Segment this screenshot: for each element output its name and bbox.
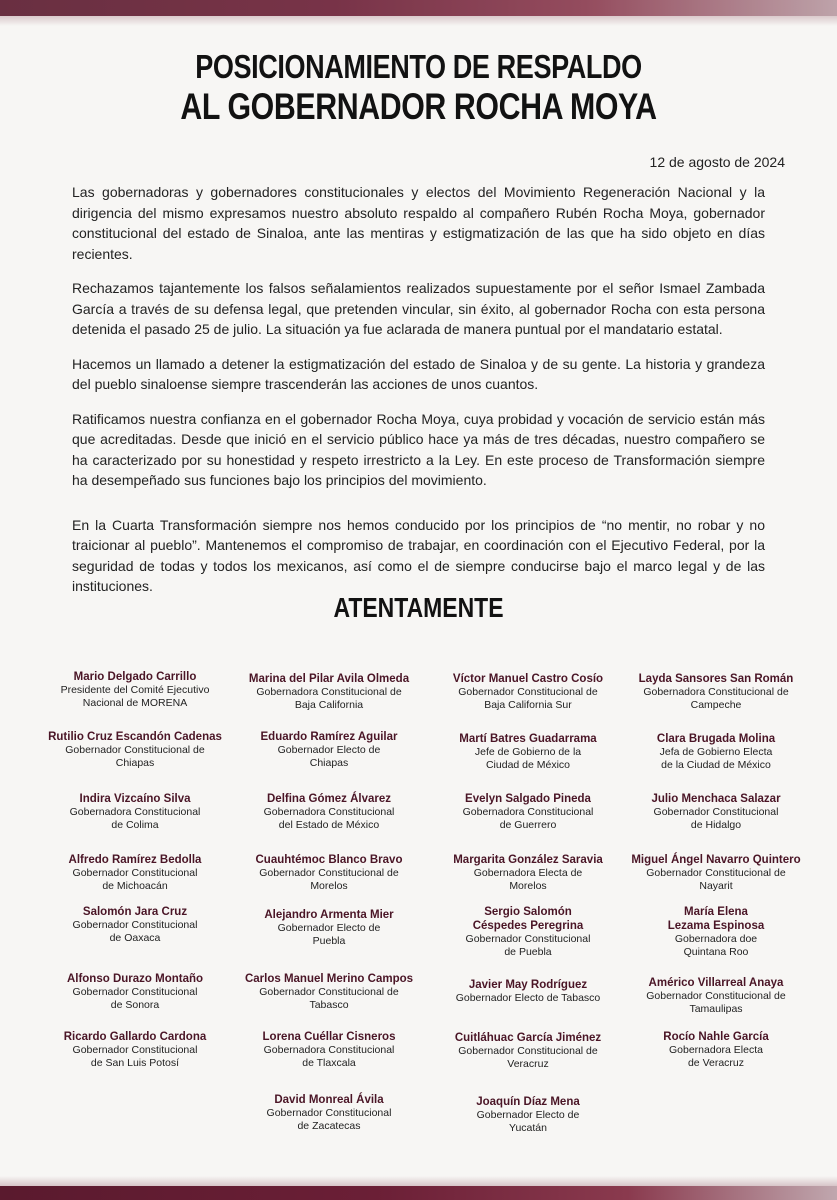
- signatory-role: Jefe de Gobierno de la Ciudad de México: [474, 746, 582, 771]
- top-decorative-band: [0, 0, 837, 16]
- signature-block: [35, 853, 235, 893]
- signatory-name: Indira Vizcaíno Silva: [79, 793, 191, 805]
- signatory-name: Evelyn Salgado Pineda: [465, 793, 591, 805]
- signature-block: [229, 1030, 429, 1070]
- paragraph-2: Rechazamos tajantemente los falsos señalamientos realizados supuestamente por el señor Ismael Zambada García a través de su defensa legal, que pretenden vincular, sin éxito, al gobernador Rocha con esta persona detenida el pasado 25 de julio. La situación ya fue aclarada de manera puntual por el mandatario estatal.: [72, 280, 765, 337]
- signatory-role: Gobernadora Constitucional del Estado de México: [263, 806, 395, 831]
- statement-body: [72, 182, 765, 611]
- signature-block: [428, 853, 628, 893]
- signatory-name: Layda Sansores San Román: [638, 673, 794, 685]
- signatory-role: Presidente del Comité Ejecutivo Nacional de MORENA: [60, 684, 210, 709]
- signatory-role: Gobernador Constitucional de Michoacán: [72, 867, 198, 892]
- signatory-name: Salomón Jara Cruz: [82, 906, 188, 918]
- signatory-name: Martí Batres Guadarrama: [459, 733, 597, 745]
- signatory-name: Carlos Manuel Merino Campos: [244, 973, 414, 985]
- paragraph-3: Hacemos un llamado a detener la estigmatización del estado de Sinaloa y de su gente. La historia y grandeza del pueblo sinaloense siempre trascenderán las acciones de unos cuantos.: [72, 355, 765, 392]
- signatory-role: Gobernadora Constitucional de Colima: [69, 806, 201, 831]
- paragraph-1: Las gobernadoras y gobernadores constitucionales y electos del Movimiento Regeneración Nacional y la dirigencia del mismo expresamos nuestro absoluto respaldo al compañero Rubén Rocha Moya, gobernador constitucional del estado de Sinaloa, ante las mentiras y estigmatización de las que ha sido objeto en días recientes.: [72, 184, 765, 262]
- signature-block: [35, 730, 235, 770]
- signatory-name: Alfredo Ramírez Bedolla: [68, 854, 202, 866]
- signatory-role: Gobernadora Electa de Veracruz: [669, 1044, 763, 1069]
- signature-block: [616, 732, 816, 772]
- signatory-name: Rocío Nahle García: [663, 1031, 769, 1043]
- signatory-role: Gobernador Constitucional de Morelos: [259, 867, 399, 892]
- signature-block: [35, 1030, 235, 1070]
- signatory-role: Gobernador Constitucional de Tamaulipas: [646, 990, 786, 1015]
- signature-block: [428, 978, 628, 1005]
- signatory-role: Gobernador Electo de Chiapas: [277, 744, 381, 769]
- signature-block: [616, 792, 816, 832]
- signatory-name: Ricardo Gallardo Cardona: [63, 1031, 207, 1043]
- signatory-name: Mario Delgado Carrillo: [73, 671, 197, 683]
- signatory-role: Gobernadora doe Quintana Roo: [674, 933, 758, 958]
- signatory-name: Alfonso Durazo Montaño: [66, 973, 204, 985]
- signature-block: [428, 1095, 628, 1135]
- signatory-role: Gobernador Constitucional de Nayarit: [646, 867, 786, 892]
- signature-block: [229, 1093, 429, 1133]
- signatory-role: Gobernadora Electa de Morelos: [473, 867, 583, 892]
- signatory-name: Miguel Ángel Navarro Quintero: [631, 854, 801, 866]
- signature-block: [35, 972, 235, 1012]
- signatory-name: Margarita González Saravia: [453, 854, 603, 866]
- signatory-role: Gobernadora Constitucional de Baja California: [256, 686, 402, 711]
- signatory-role: Gobernador Constitucional de Chiapas: [65, 744, 205, 769]
- signature-block: [616, 672, 816, 712]
- signatory-name: Joaquín Díaz Mena: [476, 1096, 580, 1108]
- signatory-role: Gobernador Constitucional de Oaxaca: [72, 919, 198, 944]
- signatory-name: Víctor Manuel Castro Cosío: [452, 673, 604, 685]
- signature-block: [428, 672, 628, 712]
- signatory-name: Sergio Salomón Céspedes Peregrina: [472, 906, 584, 932]
- signatory-name: David Monreal Ávila: [274, 1094, 384, 1106]
- paragraph-4: Ratificamos nuestra confianza en el gobernador Rocha Moya, cuya probidad y vocación de servicio están más que acreditadas. Desde que inició en el servicio público hace ya más de tres décadas, nuestro compañero se ha caracterizado por su honestidad y respeto irrestricto a la Ley. En este proceso de Transformación siempre ha desempeñado sus funciones bajo los principios del movimiento.: [72, 410, 765, 488]
- signatory-name: Américo Villarreal Anaya: [648, 977, 784, 989]
- signatory-role: Gobernador Constitucional de Puebla: [465, 933, 591, 958]
- signatory-role: Gobernador Constitucional de Baja California Sur: [458, 686, 598, 711]
- bottom-decorative-band: [0, 1186, 837, 1200]
- signatory-role: Gobernador Constitucional de Zacatecas: [266, 1107, 392, 1132]
- signatory-role: Gobernador Constitucional de Veracruz: [458, 1045, 598, 1070]
- signature-block: [428, 732, 628, 772]
- signatory-name: Rutilio Cruz Escandón Cadenas: [48, 731, 222, 743]
- signature-block: [229, 730, 429, 770]
- signature-block: [229, 908, 429, 948]
- signatory-role: Gobernador Electo de Puebla: [277, 922, 381, 947]
- signatory-name: Alejandro Armenta Mier: [264, 909, 394, 921]
- signatory-role: Jefa de Gobierno Electa de la Ciudad de México: [659, 746, 773, 771]
- title-line-2: AL GOBERNADOR ROCHA MOYA: [180, 86, 657, 127]
- signature-block: [428, 1031, 628, 1071]
- closing-heading: ATENTAMENTE: [333, 592, 504, 623]
- signatory-role: Gobernadora Constitucional de Campeche: [643, 686, 789, 711]
- signatory-name: María Elena Lezama Espinosa: [667, 906, 765, 932]
- signatory-name: Julio Menchaca Salazar: [651, 793, 781, 805]
- signatory-role: Gobernador Electo de Tabasco: [455, 992, 601, 1004]
- signatory-role: Gobernador Constitucional de San Luis Potosí: [72, 1044, 198, 1069]
- signatory-name: Cuauhtémoc Blanco Bravo: [255, 854, 403, 866]
- signature-block: [229, 792, 429, 832]
- paragraph-5: En la Cuarta Transformación siempre nos hemos conducido por los principios de “no mentir, no robar y no traicionar al pueblo”. Mantenemos el compromiso de trabajar, en coordinación con el Ejecutivo Federal, por la seguridad de todas y todos los mexicanos, así como el de siempre conducirse bajo el marco legal y de las instituciones.: [72, 516, 765, 594]
- signatory-name: Delfina Gómez Álvarez: [267, 793, 391, 805]
- signatory-name: Cuitláhuac García Jiménez: [454, 1032, 602, 1044]
- signature-block: [616, 976, 816, 1016]
- signature-block: [35, 905, 235, 945]
- signature-block: [428, 792, 628, 832]
- signatory-role: Gobernador Electo de Yucatán: [476, 1109, 580, 1134]
- signatory-name: Eduardo Ramírez Aguilar: [260, 731, 398, 743]
- signatory-name: Lorena Cuéllar Cisneros: [262, 1031, 396, 1043]
- signature-block: [428, 905, 628, 959]
- signatory-role: Gobernadora Constitucional de Tlaxcala: [263, 1044, 395, 1069]
- signature-block: [229, 853, 429, 893]
- statement-date: 12 de agosto de 2024: [649, 154, 785, 170]
- signatory-name: Javier May Rodríguez: [468, 979, 588, 991]
- signature-block: [229, 972, 429, 1012]
- signature-block: [616, 1030, 816, 1070]
- signatory-name: Clara Brugada Molina: [656, 733, 776, 745]
- title-line-1: POSICIONAMIENTO DE RESPALDO: [195, 48, 642, 85]
- signature-block: [616, 905, 816, 959]
- signatory-role: Gobernador Constitucional de Hidalgo: [653, 806, 779, 831]
- signature-block: [229, 672, 429, 712]
- signature-block: [35, 792, 235, 832]
- signature-block: [35, 670, 235, 710]
- signature-block: [616, 853, 816, 893]
- signatory-name: Marina del Pilar Avila Olmeda: [248, 673, 410, 685]
- signatory-role: Gobernadora Constitucional de Guerrero: [462, 806, 594, 831]
- signatory-role: Gobernador Constitucional de Sonora: [72, 986, 198, 1011]
- signatory-role: Gobernador Constitucional de Tabasco: [259, 986, 399, 1011]
